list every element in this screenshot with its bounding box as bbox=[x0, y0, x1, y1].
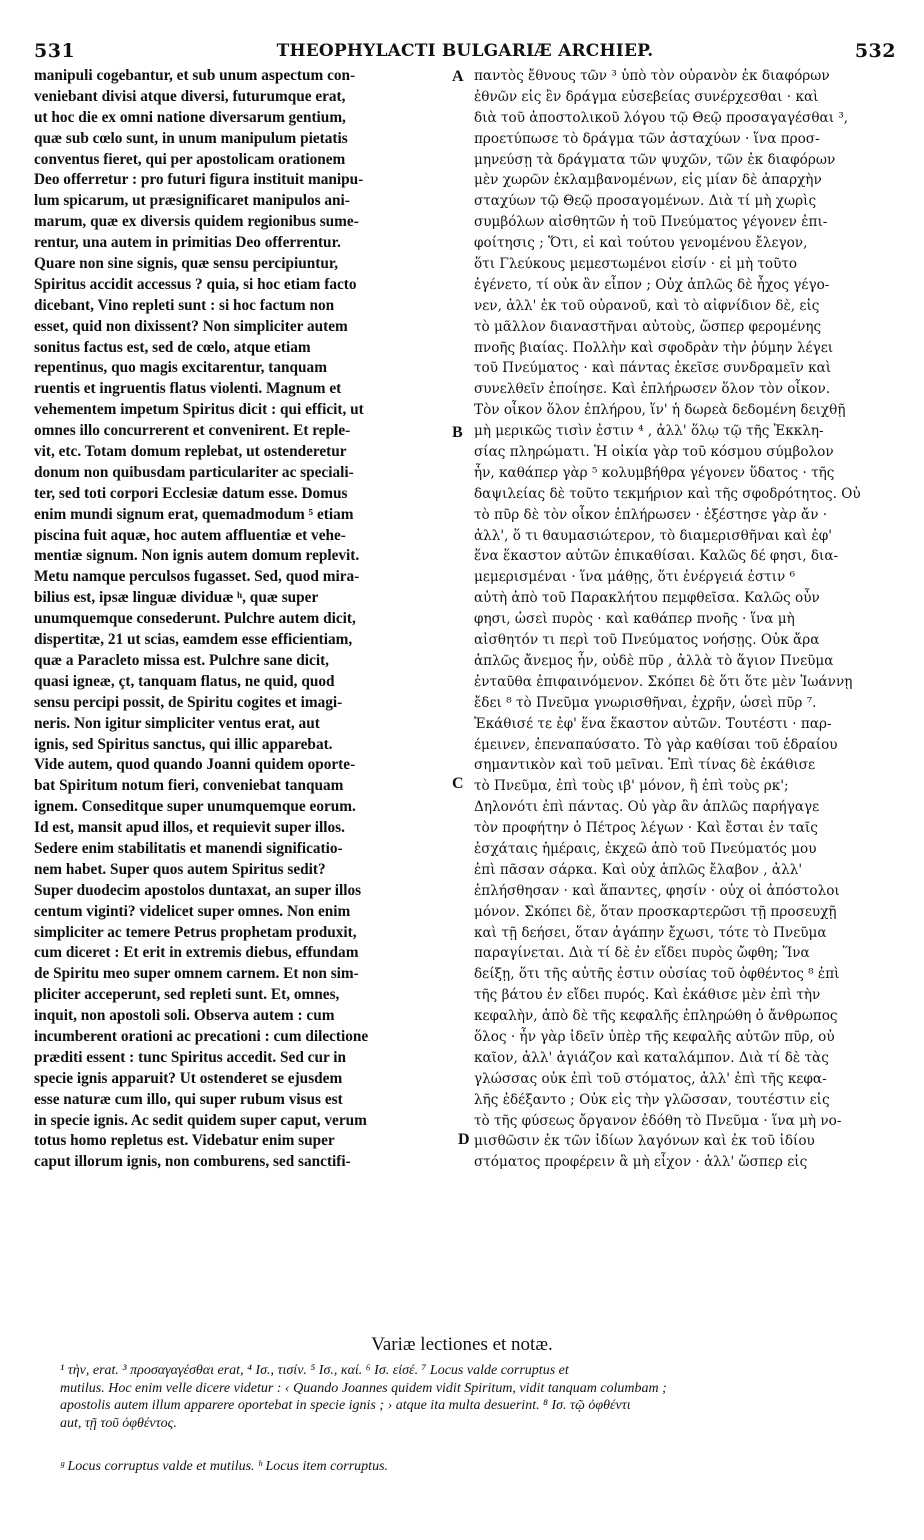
greek-text-line: ὅτι Γλεύκους μεμεστωμένοι εἰσίν · εἰ μὴ τοῦτο bbox=[474, 256, 798, 273]
latin-text-line: quasi igneæ, çt, tanquam flatus, ne quid, quod bbox=[34, 672, 335, 690]
greek-text-line: μὲν χωρῶν ἐκλαμβανομένων, εἰς μίαν δὲ ἀπαρχὴν bbox=[474, 172, 822, 189]
greek-text-line: μὴ μερικῶς τισὶν ἐστιν ⁴ , ἀλλ' ὅλῳ τῷ τῆς Ἐκκλη- bbox=[474, 423, 824, 440]
latin-text-line: ut hoc die ex omni natione diversarum gentium, bbox=[34, 108, 346, 126]
latin-text-line: vit, etc. Totam domum replebat, ut ostenderetur bbox=[34, 443, 347, 461]
latin-text-line: enim mundi signum erat, quemadmodum ⁵ etiam bbox=[34, 505, 354, 523]
latin-text-line: Super duodecim apostolos duntaxat, an super illos bbox=[34, 881, 362, 899]
latin-text-line: bat Spiritum notum fieri, conveniebat tanquam bbox=[34, 777, 344, 795]
latin-text-line: in specie ignis. Ac sedit quidem super caput, verum bbox=[34, 1111, 367, 1129]
latin-text-line: totus homo repletus est. Videbatur enim super bbox=[34, 1132, 335, 1150]
greek-text-line: κεφαλὴν, ἀπὸ δὲ τῆς κεφαλῆς ἐπληρώθη ὁ ἄνθρωπος bbox=[474, 1008, 838, 1025]
greek-text-line: προετύπωσε τὸ δράγμα τῶν ἀσταχύων · ἵνα προσ- bbox=[474, 130, 820, 147]
greek-text-line: σταχύων τῷ Θεῷ προσαγομένων. Διὰ τί μὴ χωρὶς bbox=[474, 193, 817, 210]
latin-text-line: omnes illo concurrerent et convenirent. Et reple- bbox=[34, 422, 351, 440]
latin-text-line: simpliciter ac temere Petrus prophetam produxit, bbox=[34, 923, 357, 941]
greek-text-line: καῖον, ἀλλ' ἁγιάζον καὶ καταλάμπον. Διὰ τί δὲ τὰς bbox=[474, 1049, 829, 1066]
latin-text-line: marum, quæ ex diversis quidem regionibus sume- bbox=[34, 213, 359, 231]
greek-text-line: μόνον. Σκόπει δὲ, ὅταν προσκαρτερῶσι τῇ προσευχῇ bbox=[474, 903, 837, 920]
latin-text-line: de Spiritu meo super omnem carnem. Et non sim- bbox=[34, 965, 359, 983]
latin-text-line: ruentis et ingruentis flatus violenti. Magnum et bbox=[34, 380, 342, 398]
latin-text-line: centum viginti? videlicet super omnes. Non enim bbox=[34, 902, 351, 920]
greek-text-line: φοίτησις ; Ὅτι, εἰ καὶ τούτου γενομένου ἔλεγον, bbox=[474, 235, 808, 252]
greek-text-line: τῆς βάτου ἐν εἴδει πυρός. Καὶ ἐκάθισε μὲν ἐπὶ τὴν bbox=[474, 987, 821, 1004]
latin-text-line: repentinus, quo magis excitarentur, tanquam bbox=[34, 359, 327, 377]
greek-text-line: αἰσθητόν τι περὶ τοῦ Πνεύματος νοήσῃς. Οὐκ ἄρα bbox=[474, 632, 820, 649]
greek-text-line: αὐτὴ ἀπὸ τοῦ Παρακλήτου πεμφθεῖσα. Καλῶς οὖν bbox=[474, 590, 820, 607]
greek-text-line: τὸ πῦρ δὲ τὸν οἶκον ἐπλήρωσεν · ἐξέστησε γὰρ ἄν · bbox=[474, 506, 828, 523]
latin-text-line: veniebant divisi atque diversi, futurumque erat, bbox=[34, 87, 346, 105]
greek-text-line: τὸ μᾶλλον διαναστῆναι αὐτοὺς, ὥσπερ φερομένης bbox=[474, 318, 822, 335]
greek-text-line: δείξῃ, ὅτι τῆς αὐτῆς ἐστιν οὐσίας τοῦ ὀφθέντος ⁸ ἐπὶ bbox=[474, 966, 840, 983]
greek-text-line: Ἐκάθισέ τε ἐφ' ἕνα ἕκαστον αὐτῶν. Τουτέστι · παρ- bbox=[474, 715, 832, 732]
latin-text-line: manipuli cogebantur, et sub unum aspectum con- bbox=[34, 67, 356, 84]
latin-text-line: ignem. Conseditque super unumquemque eorum. bbox=[34, 798, 356, 816]
latin-text-line: esset, quid non dixissent? Non simpliciter autem bbox=[34, 317, 348, 335]
latin-text-line: incumberent orationi ac precationi : cum dilectione bbox=[34, 1027, 369, 1045]
greek-text-line: ἐθνῶν εἰς ἓν δράγμα εὐσεβείας συνέρχεσθαι · καὶ bbox=[474, 88, 819, 105]
latin-text-line: bilius est, ipsæ linguæ dividuæ ʰ, quæ super bbox=[34, 589, 319, 607]
latin-text-line: esse naturæ cum illo, qui super rubum visus est bbox=[34, 1090, 343, 1108]
latin-text-line: quæ a Paracleto missa est. Pulchre sane dicit, bbox=[34, 651, 330, 669]
latin-text-line: ignis, sed Spiritus sanctus, qui illic apparebat. bbox=[34, 735, 333, 753]
greek-text-line: ἕνα ἕκαστον αὐτῶν ἐπικαθίσαι. Καλῶς δέ φησι, δια- bbox=[474, 548, 839, 565]
greek-text-line: ἐσχάταις ἡμέραις, ἐκχεῶ ἀπὸ τοῦ Πνεύματός μου bbox=[474, 840, 817, 857]
footnote-line: aut, τῇ τοῦ ὀφθέντος. bbox=[60, 1415, 177, 1431]
latin-text-line: nem habet. Super quos autem Spiritus sedit? bbox=[34, 860, 326, 878]
greek-text-line: παντὸς ἔθνους τῶν ³ ὑπὸ τὸν οὐρανὸν ἐκ διαφόρων bbox=[474, 68, 830, 84]
greek-text-line: Δηλονότι ἐπὶ πάντας. Οὐ γὰρ ἂν ἁπλῶς παρήγαγε bbox=[474, 799, 820, 816]
greek-text-line: φησι, ὡσεὶ πυρὸς · καὶ καθάπερ πνοῆς · ἵνα μὴ bbox=[474, 611, 795, 628]
page-number-right: 532 bbox=[854, 40, 896, 62]
latin-column bbox=[34, 66, 448, 1173]
latin-text-line: neris. Non igitur simpliciter ventus erat, aut bbox=[34, 714, 320, 732]
latin-text-line: lum spicarum, ut præsignificaret manipulos ani- bbox=[34, 192, 350, 210]
latin-text-line: Deo offerretur : pro futuri figura instituit manipu- bbox=[34, 171, 364, 189]
latin-text-line: specie ignis apparuit? Ut ostenderet se ejusdem bbox=[34, 1069, 343, 1087]
greek-text-line: διὰ τοῦ ἀποστολικοῦ λόγου τῷ Θεῷ προσαγαγέσθαι ³, bbox=[474, 109, 849, 126]
latin-text-line: pliciter acceperunt, sed repleti sunt. Et, omnes, bbox=[34, 986, 340, 1004]
greek-text-line: ἁπλῶς ἄνεμος ἦν, οὐδὲ πῦρ , ἀλλὰ τὸ ἅγιον Πνεῦμα bbox=[474, 652, 834, 669]
greek-text-line: ὅλος · ἦν γὰρ ἰδεῖν ὑπὲρ τῆς κεφαλῆς αὐτῶν πῦρ, οὐ bbox=[474, 1028, 835, 1045]
latin-text-line: piscina fuit aquæ, hoc autem affluentiæ et vehe- bbox=[34, 526, 346, 544]
greek-text-line: ἔδει ⁸ τὸ Πνεῦμα γνωρισθῆναι, ἐχρῆν, ὡσεὶ πῦρ ⁷. bbox=[474, 694, 817, 711]
greek-text-line: ἐνταῦθα ἐπιφαινόμενον. Σκόπει δὲ ὅτι ὅτε μὲν Ἰωάννῃ bbox=[474, 673, 853, 690]
greek-text-line: σημαντικὸν καὶ τοῦ μεῖναι. Ἐπὶ τίνας δὲ ἐκάθισε bbox=[474, 757, 816, 774]
latin-text-line: sensu percipi possit, de Spiritu cogites et imagi- bbox=[34, 693, 343, 711]
greek-text-line: τοῦ Πνεύματος · καὶ πάντας ἐκεῖσε συνδραμεῖν καὶ bbox=[474, 360, 832, 377]
greek-text-line: μηνεύσῃ τὰ δράγματα τῶν ψυχῶν, τῶν ἐκ διαφόρων bbox=[474, 151, 836, 168]
page-number-left: 531 bbox=[34, 40, 76, 62]
greek-text-line: γλώσσας οὐκ ἐπὶ τοῦ στόματος, ἀλλ' ἐπὶ τῆς κεφα- bbox=[474, 1070, 827, 1087]
margin-marker-d: D bbox=[458, 1131, 470, 1148]
latin-text-line: Quare non sine signis, quæ sensu percipiuntur, bbox=[34, 255, 339, 273]
latin-text-line: ter, sed toti corpori Ecclesiæ datum esse. Domus bbox=[34, 484, 348, 502]
greek-text-line: στόματος προφέρειν ἃ μὴ εἶχον · ἀλλ' ὥσπερ εἰς bbox=[474, 1154, 808, 1171]
greek-text-line: Τὸν οἶκον ὅλον ἐπλήρου, ἵν' ἡ δωρεὰ δεδομένη δειχθῇ bbox=[474, 402, 846, 419]
greek-column bbox=[474, 66, 900, 1173]
latin-text-line: unumquemque consederunt. Pulchre autem dicit, bbox=[34, 610, 356, 628]
footnote-line: ¹ τὴν, erat. ³ προσαγαγέσθαι erat, ⁴ Ισ., τισίν. ⁵ Ισ., καί. ⁶ Ισ. εἰσέ. ⁷ Locus valde corruptus et bbox=[60, 1363, 569, 1378]
latin-text-line: quæ sub cœlo sunt, in unum manipulum pietatis bbox=[34, 129, 348, 147]
greek-text-line: συμβόλων αἰσθητῶν ἡ τοῦ Πνεύματος γέγονεν ἐπι- bbox=[474, 214, 828, 231]
greek-text-line: τὸ τῆς φύσεως ὄργανον ἐδόθη τὸ Πνεῦμα · ἵνα μὴ νο- bbox=[474, 1112, 842, 1129]
latin-text-line: Metu namque perculsos fugasset. Sed, quod mira- bbox=[34, 568, 360, 586]
greek-text-line: ἐπὶ πᾶσαν σάρκα. Καὶ οὐχ ἁπλῶς ἔλαβον , ἀλλ' bbox=[474, 861, 803, 878]
latin-text-line: Vide autem, quod quando Joanni quidem oporte- bbox=[34, 756, 356, 774]
latin-text-line: dispertitæ, 21 ut scias, eamdem esse efficientiam, bbox=[34, 631, 353, 649]
footnote-line: apostolis autem illum apparere oportebat in specie ignis ; › atque ita multa desuerint. ⁸ Ισ. τῷ ὀφθέντι bbox=[60, 1398, 631, 1413]
running-title: THEOPHYLACTI BULGARIÆ ARCHIEP. bbox=[276, 41, 654, 61]
margin-marker-b: B bbox=[452, 424, 463, 441]
footnote-line: mutilus. Hoc enim velle dicere videtur : ‹ Quando Joannes quidem vidit Spiritum, vidit tanquam columbam ; bbox=[60, 1380, 667, 1396]
greek-text-line: συνελθεῖν ἐποίησε. Καὶ ἐπλήρωσεν ὅλον τὸν οἶκον. bbox=[474, 381, 831, 398]
latin-text-line: rentur, una autem in primitias Deo offerrentur. bbox=[34, 234, 341, 252]
footnote-line: ᵍ Locus corruptus valde et mutilus. ʰ Locus item corruptus. bbox=[60, 1459, 389, 1474]
latin-text-line: conventus fieret, qui per apostolicam orationem bbox=[34, 150, 346, 168]
latin-text-line: caput illorum ignis, non comburens, sed sanctifi- bbox=[34, 1153, 351, 1171]
greek-text-line: παραγίνεται. Διὰ τί δὲ ἐν εἴδει πυρὸς ὤφθη; Ἵνα bbox=[474, 945, 810, 962]
greek-text-line: νεν, ἀλλ' ἐκ τοῦ οὐρανοῦ, καὶ τὸ αἰφνίδιον δὲ, εἰς bbox=[474, 297, 820, 314]
margin-marker-c: C bbox=[452, 775, 464, 792]
page-header bbox=[34, 40, 896, 64]
greek-text-line: έμεινεν, ἐπεναπαύσατο. Τὸ γὰρ καθίσαι τοῦ ἑδραίου bbox=[474, 736, 838, 753]
latin-text-line: præditi essent : tunc Spiritus accedit. Sed cur in bbox=[34, 1048, 347, 1066]
greek-text-line: ἦν, καθάπερ γὰρ ⁵ κολυμβήθρα γέγονεν ὕδατος · τῆς bbox=[474, 464, 835, 481]
latin-text-line: sonitus factus est, sed de cœlo, atque etiam bbox=[34, 338, 311, 356]
latin-text-line: mentiæ signum. Non ignis autem domum replevit. bbox=[34, 547, 360, 565]
greek-text-line: καὶ τῇ δεήσει, ὅταν ἀγάπην ἔχωσι, τότε τὸ Πνεῦμα bbox=[474, 924, 827, 941]
latin-text-line: vehementem impetum Spiritus dicit : qui efficit, ut bbox=[34, 401, 364, 419]
greek-text-line: μισθῶσιν ἐκ τῶν ἰδίων λαγόνων καὶ ἐκ τοῦ ἰδίου bbox=[474, 1133, 815, 1150]
margin-marker-a: A bbox=[452, 68, 464, 85]
variae-lectiones-heading: Variæ lectiones et notæ. bbox=[371, 1334, 553, 1355]
latin-text-line: Spiritus accidit accessus ? quia, si hoc etiam facto bbox=[34, 275, 357, 293]
greek-text-line: τὸν προφήτην ὁ Πέτρος λέγων · Καὶ ἔσται ἐν ταῖς bbox=[474, 820, 818, 837]
latin-text-line: dicebant, Vino repleti sunt : si hoc factum non bbox=[34, 296, 335, 314]
greek-text-line: ἐπλήσθησαν · καὶ ἅπαντες, φησίν · οὐχ οἱ ἀπόστολοι bbox=[474, 882, 840, 899]
greek-text-line: ἀλλ', ὅ τι θαυμασιώτερον, τὸ διαμερισθῆναι καὶ ἐφ' bbox=[474, 527, 832, 544]
latin-text-line: Id est, mansit apud illos, et requievit super illos. bbox=[34, 819, 345, 837]
greek-text-line: πνοῆς βιαίας. Πολλὴν καὶ σφοδρὰν τὴν ῥύμην λέγει bbox=[474, 339, 834, 356]
greek-text-line: σίας πληρώματι. Ἡ οἰκία γὰρ τοῦ κόσμου σύμβολον bbox=[474, 444, 834, 461]
greek-text-line: ἐγένετο, τί οὐκ ἂν εἶπον ; Οὐχ ἁπλῶς δὲ ἦχος γέγο- bbox=[474, 276, 830, 293]
greek-text-line: δαψιλείας δὲ τοῦτο τεκμήριον καὶ τῆς σφοδρότητος. Οὐ bbox=[474, 485, 861, 502]
greek-text-line: λῆς ἐδέξαντο ; Οὐκ εἰς τὴν γλῶσσαν, τουτέστιν εἰς bbox=[474, 1091, 830, 1108]
greek-text-line: μεμερισμέναι · ἵνα μάθῃς, ὅτι ἐνέργειά ἐστιν ⁶ bbox=[474, 569, 796, 586]
latin-text-line: cum diceret : Et erit in extremis diebus, effundam bbox=[34, 944, 359, 962]
footnotes-block-second bbox=[60, 1458, 906, 1476]
latin-text-line: inquit, non apostoli soli. Observa autem : cum bbox=[34, 1007, 335, 1025]
latin-text-line: Sedere enim stabilitatis et manendi significatio- bbox=[34, 839, 343, 857]
latin-text-line: donum non quibusdam particulariter ac speciali- bbox=[34, 463, 354, 481]
greek-text-line: τὸ Πνεῦμα, ἐπὶ τοὺς ιβ' μόνον, ἢ ἐπὶ τοὺς ρκ'; bbox=[474, 778, 789, 795]
footnotes-block bbox=[60, 1362, 906, 1432]
